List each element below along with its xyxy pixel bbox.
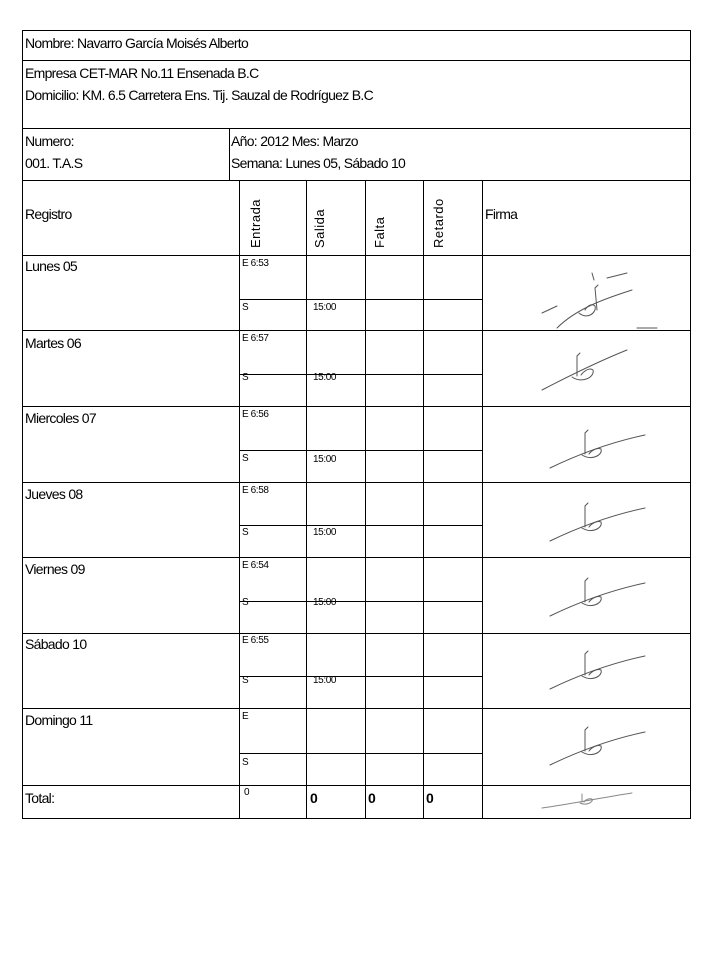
signature-mark	[547, 571, 647, 621]
total-label: Total:	[25, 790, 55, 806]
week-range: Semana: Lunes 05, Sábado 10	[231, 155, 406, 171]
year-month: Año: 2012 Mes: Marzo	[231, 133, 358, 149]
salida-time: 15:00	[313, 454, 337, 465]
entrada-time: E 6:55	[242, 635, 269, 646]
entrada-time: E	[242, 711, 249, 722]
row-day: Domingo 11	[25, 712, 93, 728]
row-day: Martes 06	[25, 335, 81, 351]
salida-time: 15:00	[313, 372, 337, 383]
salida-time: 15:00	[313, 302, 337, 313]
salida-tag: S	[242, 757, 249, 768]
salida-tag: S	[242, 372, 249, 383]
entrada-time: E 6:54	[242, 560, 269, 571]
entrada-time: E 6:57	[242, 333, 269, 344]
signature-mark	[537, 342, 637, 402]
company-name: Empresa CET-MAR No.11 Ensenada B.C	[25, 65, 259, 81]
column-retardo: Retardo	[431, 198, 446, 248]
entrada-time: E 6:58	[242, 485, 269, 496]
salida-tag: S	[242, 527, 249, 538]
row-day: Viernes 09	[25, 561, 85, 577]
signature-mark	[547, 496, 647, 546]
row-day: Miercoles 07	[25, 410, 96, 426]
salida-time: 15:00	[313, 527, 337, 538]
signature-mark	[547, 423, 647, 473]
entrada-time: E 6:53	[242, 258, 269, 269]
salida-tag: S	[242, 302, 249, 313]
signature-mark	[547, 720, 647, 770]
number-value: 001. T.A.S	[25, 155, 83, 171]
salida-tag: S	[242, 675, 249, 686]
row-day: Jueves 08	[25, 486, 83, 502]
row-day: Lunes 05	[25, 258, 78, 274]
employee-name: Nombre: Navarro García Moisés Alberto	[25, 35, 249, 51]
total-falta: 0	[368, 790, 376, 806]
signature-mark	[540, 788, 635, 813]
signature-mark	[537, 268, 637, 338]
row-day: Sábado 10	[25, 636, 87, 652]
entrada-time: E 6:56	[242, 409, 269, 420]
salida-time: 15:00	[313, 675, 337, 686]
column-salida: Salida	[312, 208, 327, 248]
total-retardo: 0	[426, 790, 434, 806]
signature-mark	[547, 644, 647, 694]
salida-tag: S	[242, 597, 249, 608]
total-salida: 0	[310, 790, 318, 806]
column-firma: Firma	[485, 206, 518, 222]
column-registro: Registro	[25, 206, 72, 222]
column-entrada: Entrada	[248, 198, 263, 248]
attendance-sheet	[22, 30, 691, 819]
number-label: Numero:	[25, 133, 74, 149]
company-address: Domicilio: KM. 6.5 Carretera Ens. Tij. Sauzal de Rodríguez B.C	[25, 87, 373, 103]
column-falta: Falta	[372, 216, 387, 248]
total-entrada: 0	[244, 787, 250, 798]
salida-time: 15:00	[313, 597, 337, 608]
salida-tag: S	[242, 453, 249, 464]
